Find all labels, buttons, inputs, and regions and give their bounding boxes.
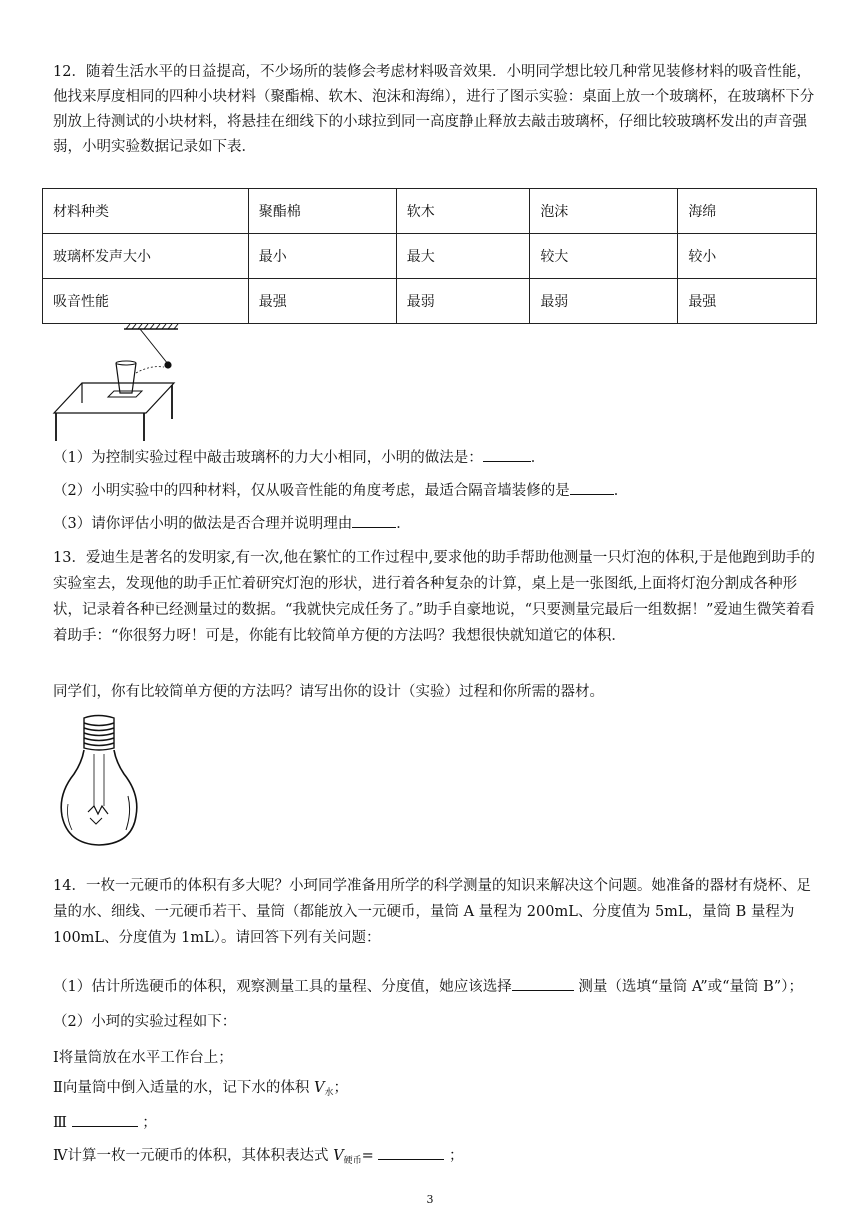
table-cell: 最强	[678, 279, 817, 324]
q12-sub1-text: （1）为控制实验过程中敲击玻璃杯的力大小相同，小明的做法是：	[53, 450, 483, 466]
q14-step3-blank[interactable]	[72, 1112, 138, 1127]
table-cell: 吸音性能	[43, 279, 249, 324]
q13-prompt: 同学们，你有比较简单方便的方法吗？请写出你的设计（实验）过程和你所需的器材。	[53, 684, 604, 700]
q14-step2-var: V	[313, 1080, 325, 1096]
q14-step2-end: ；	[333, 1080, 348, 1096]
table-cell: 最小	[248, 234, 396, 279]
q14-step3	[53, 1112, 833, 1133]
q14-step4-var: V	[333, 1148, 344, 1164]
q12-sub1-end: ．	[530, 450, 546, 466]
table-row	[43, 279, 817, 324]
q14-step2	[53, 1078, 833, 1103]
q14-step2-sub: 水	[324, 1088, 334, 1098]
material-table-body	[43, 189, 817, 324]
q14-step2-text: Ⅱ向量筒中倒入适量的水，记下水的体积	[53, 1080, 314, 1096]
q14-step1: Ⅰ将量筒放在水平工作台上；	[53, 1050, 233, 1066]
q12-sub2-blank[interactable]	[570, 480, 614, 495]
q14-sub1-blank[interactable]	[512, 976, 574, 991]
q12-intro: 12．随着生活水平的日益提高，不少场所的装修会考虑材料吸音效果．小明同学想比较几种常见装修材料的吸音性能，他找来厚度相同的四种小块材料（聚酯棉、软木、泡沫和海绵），进行了图示实验：桌面上放一个玻璃杯，在玻璃杯下分别放上待测试的小块材料，将悬挂在细线下的小球拉到同一高度静止释放去敲击玻璃杯，仔细比较玻璃杯发出的声音强弱，小明实验数据记录如下表．	[53, 64, 815, 155]
q14-step4-blank[interactable]	[378, 1145, 444, 1160]
q14-sub1	[53, 976, 833, 997]
material-table	[42, 188, 817, 324]
q12-sub3-text: （3）请你评估小明的做法是否合理并说明理由	[53, 516, 353, 532]
table-cell: 最大	[396, 234, 530, 279]
q14-step3-end: ；	[137, 1115, 157, 1131]
table-cell: 较大	[530, 234, 678, 279]
q14-intro: 14．一枚一元硬币的体积有多大呢？小珂同学准备用所学的科学测量的知识来解决这个问题。她准备的器材有烧杯、足量的水、细线、一元硬币若干、量筒（都能放入一元硬币，量筒 A 量程为 200mL、分度值为 5mL，量筒 B 量程为 100mL、分度值为 1mL）。请回答下列有关问题：	[53, 878, 811, 946]
q14-step4	[53, 1145, 833, 1171]
table-header-cell: 泡沫	[530, 189, 678, 234]
q12-sub2	[53, 480, 833, 501]
q14-step4-eq: =	[361, 1148, 379, 1164]
q13-intro: 13．爱迪生是著名的发明家,有一次,他在繁忙的工作过程中,要求他的助手帮助他测量一只灯泡的体积,于是他跑到助手的实验室去，发现他的助手正忙着研究灯泡的形状，进行着各种复杂的计算，桌上是一张图纸,上面将灯泡分割成各种形状，记录着各种已经测量过的数据。“我就快完成任务了。”助手自豪地说，“只要测量完最后一组数据！”爱迪生微笑着看着助手：“你很努力呀！可是，你能有比较简单方便的方法吗？我想很快就知道它的体积．	[53, 550, 815, 644]
table-header-cell: 材料种类	[43, 189, 249, 234]
q12-sub3-blank[interactable]	[352, 513, 396, 528]
table-header-cell: 海绵	[678, 189, 817, 234]
q14-step4-sub: 硬币	[343, 1156, 362, 1166]
q12-sub2-end: ．	[613, 483, 629, 499]
q14-step4-end: ；	[444, 1148, 464, 1164]
table-cell: 最强	[248, 279, 396, 324]
table-cell: 玻璃杯发声大小	[43, 234, 249, 279]
q14-step3-text: Ⅲ	[53, 1115, 72, 1131]
q14-step4-text: Ⅳ计算一枚一元硬币的体积，其体积表达式	[53, 1148, 334, 1164]
q14-sub1-end: 测量（选填“量筒 A”或“量筒 B”）；	[573, 979, 803, 995]
q12-sub2-text: （2）小明实验中的四种材料，仅从吸音性能的角度考虑，最适合隔音墙装修的是	[53, 483, 570, 499]
q12-sub3-end: ．	[396, 516, 411, 532]
table-header-cell: 软木	[396, 189, 530, 234]
table-row	[43, 189, 817, 234]
light-bulb-figure	[54, 714, 144, 848]
q12-sub3	[53, 513, 833, 534]
q14-sub1-text: （1）估计所选硬币的体积，观察测量工具的量程、分度值，她应该选择	[53, 979, 512, 995]
glass-pendulum-figure	[52, 323, 192, 441]
page-number: 3	[426, 1193, 434, 1206]
table-cell: 最弱	[530, 279, 678, 324]
q12-sub1	[53, 447, 833, 468]
table-cell: 较小	[678, 234, 817, 279]
table-cell: 最弱	[396, 279, 530, 324]
table-header-cell: 聚酯棉	[248, 189, 396, 234]
table-row	[43, 234, 817, 279]
q14-sub2: （2）小珂的实验过程如下：	[53, 1014, 237, 1030]
q12-sub1-blank[interactable]	[483, 447, 531, 462]
